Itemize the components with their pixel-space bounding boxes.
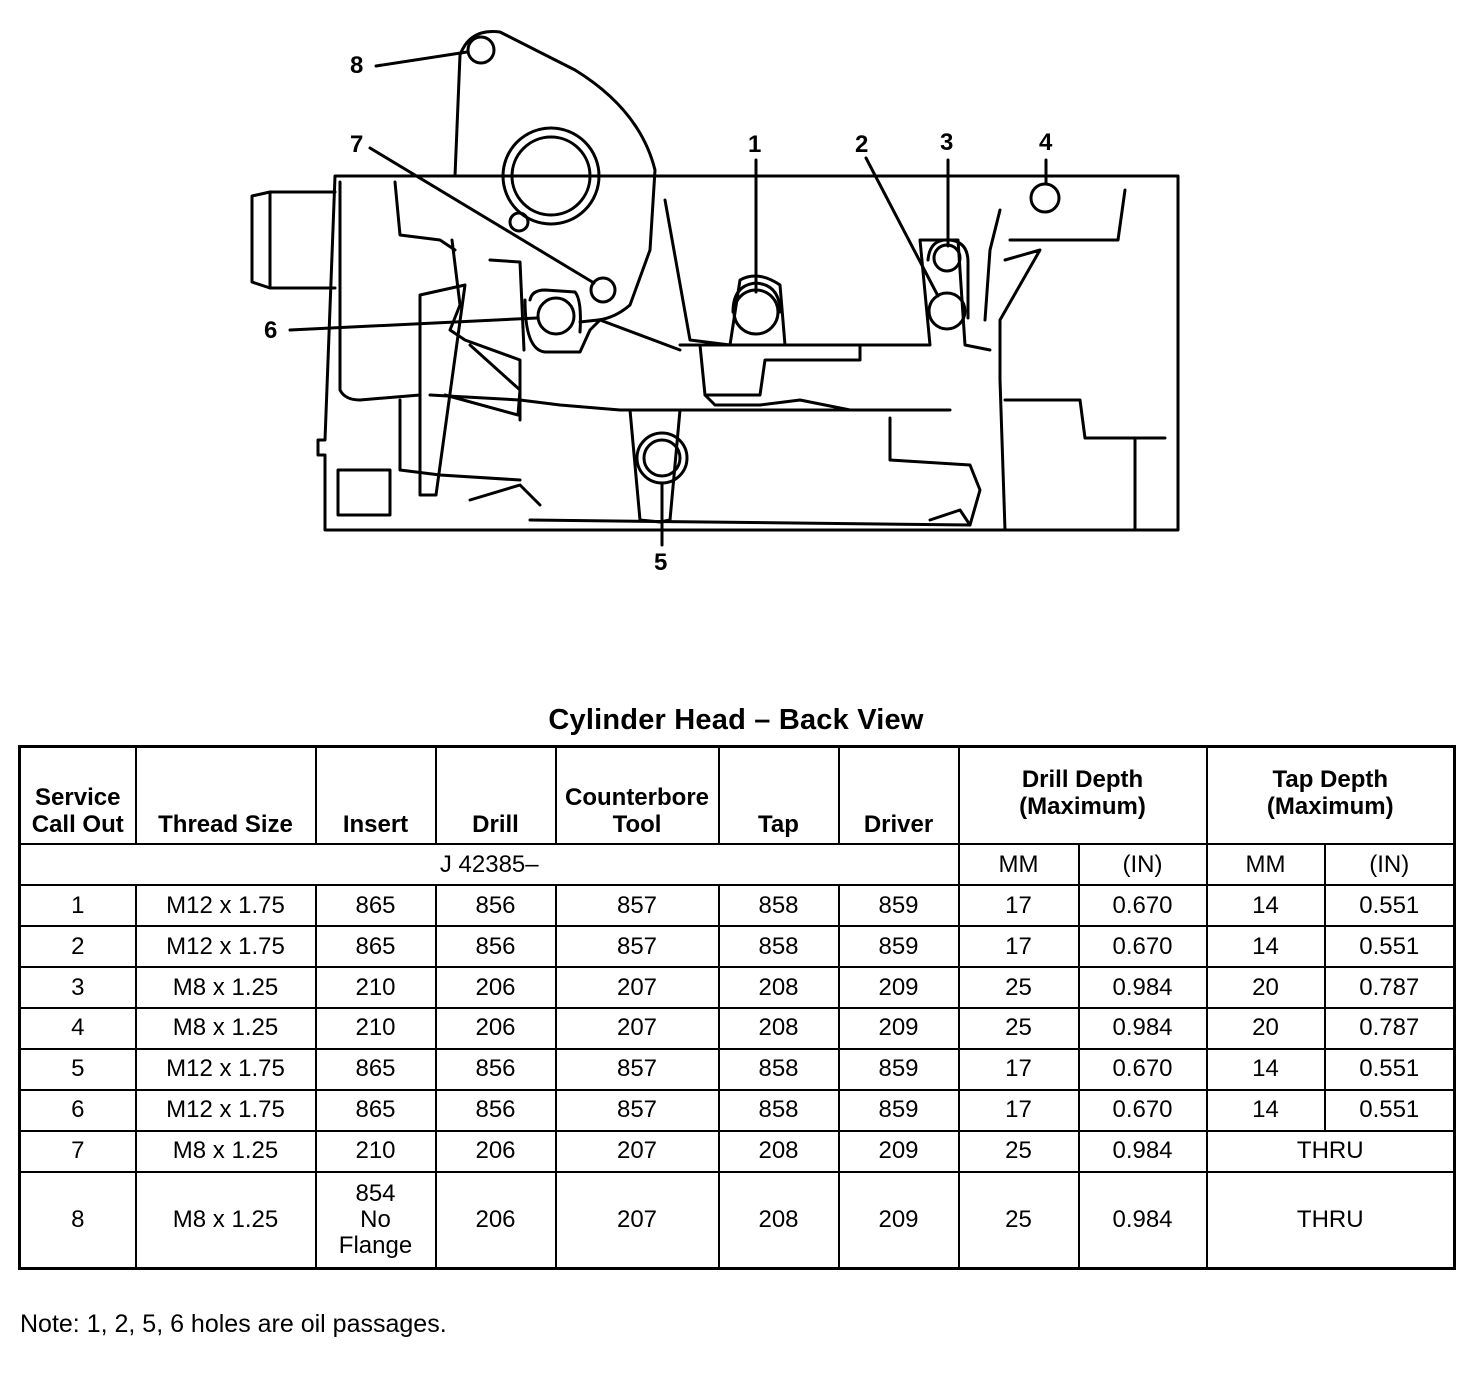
cell-drill-mm: 25 — [959, 1131, 1079, 1172]
table-row — [20, 1090, 1455, 1131]
cell-drill-in: 0.984 — [1079, 967, 1207, 1008]
cell-driver: 209 — [839, 1131, 959, 1172]
cell-drill-in: 0.984 — [1079, 1131, 1207, 1172]
col-insert: Insert — [316, 747, 436, 845]
callout-8: 8 — [350, 52, 364, 79]
cell-drill-mm: 17 — [959, 1090, 1079, 1131]
cell-thread: M8 x 1.25 — [136, 1008, 316, 1049]
cell-drill-mm: 17 — [959, 926, 1079, 967]
cell-drill: 206 — [436, 967, 556, 1008]
cell-counterbore: 857 — [556, 1090, 719, 1131]
col-driver: Driver — [839, 747, 959, 845]
cell-tap: 858 — [719, 926, 839, 967]
cell-insert: 865 — [316, 926, 436, 967]
cell-counterbore: 857 — [556, 885, 719, 926]
drill-mm-header: MM — [959, 844, 1079, 885]
cell-thread: M8 x 1.25 — [136, 1131, 316, 1172]
hole-6 — [538, 298, 574, 334]
cell-callout: 8 — [20, 1172, 136, 1269]
cell-tap-mm: 20 — [1207, 967, 1325, 1008]
table-row — [20, 885, 1455, 926]
cell-drill-in: 0.670 — [1079, 885, 1207, 926]
cell-insert: 865 — [316, 1090, 436, 1131]
cell-tap-in: 0.551 — [1325, 885, 1455, 926]
cell-thread: M12 x 1.75 — [136, 885, 316, 926]
col-counterbore: Counterbore Tool — [556, 747, 719, 845]
callout-7: 7 — [350, 131, 364, 158]
hole-1 — [734, 290, 778, 334]
hole-7 — [591, 278, 615, 302]
callout-2: 2 — [855, 131, 869, 158]
subheader-row — [20, 844, 1455, 885]
cell-counterbore: 857 — [556, 1049, 719, 1090]
tool-prefix: J 42385– — [20, 844, 959, 885]
cell-thread: M12 x 1.75 — [136, 926, 316, 967]
insert-note-line-2: Flange — [338, 1231, 413, 1259]
cell-driver: 209 — [839, 1008, 959, 1049]
cell-tap-in: 0.787 — [1325, 1008, 1455, 1049]
cell-tap-mm: 20 — [1207, 1008, 1325, 1049]
cell-driver: 859 — [839, 1049, 959, 1090]
cell-drill-mm: 17 — [959, 885, 1079, 926]
cell-tap: 858 — [719, 1090, 839, 1131]
cell-tap-mm: 14 — [1207, 885, 1325, 926]
cell-callout: 4 — [20, 1008, 136, 1049]
cell-driver: 859 — [839, 885, 959, 926]
cell-tap: 858 — [719, 1049, 839, 1090]
cell-thread: M8 x 1.25 — [136, 1172, 316, 1269]
leader-6 — [290, 318, 537, 330]
table-title: Cylinder Head – Back View — [548, 704, 924, 736]
cell-thread: M12 x 1.75 — [136, 1049, 316, 1090]
tap-mm-header: MM — [1207, 844, 1325, 885]
cell-drill: 856 — [436, 885, 556, 926]
cell-drill: 856 — [436, 926, 556, 967]
cell-tap: 858 — [719, 885, 839, 926]
cell-tap-in: 0.551 — [1325, 1090, 1455, 1131]
cell-callout: 1 — [20, 885, 136, 926]
cell-counterbore: 207 — [556, 1131, 719, 1172]
cell-tap-depth-thru: THRU — [1207, 1172, 1455, 1269]
cell-drill: 856 — [436, 1049, 556, 1090]
cell-tap-in: 0.551 — [1325, 926, 1455, 967]
cell-drill-mm: 17 — [959, 1049, 1079, 1090]
header-row — [20, 747, 1455, 845]
cell-driver: 859 — [839, 1090, 959, 1131]
leader-2 — [866, 158, 938, 296]
hole-4 — [1031, 184, 1059, 212]
cell-thread: M12 x 1.75 — [136, 1090, 316, 1131]
drill-in-header: (IN) — [1079, 844, 1207, 885]
cell-drill-in: 0.984 — [1079, 1008, 1207, 1049]
col-tap-depth: Tap Depth (Maximum) — [1207, 747, 1455, 845]
table-row — [20, 1172, 1455, 1269]
table-row — [20, 926, 1455, 967]
cell-drill-mm: 25 — [959, 1008, 1079, 1049]
hole-8 — [468, 37, 494, 63]
callout-3: 3 — [940, 129, 954, 156]
insert-number: 854 — [355, 1179, 396, 1207]
hole-3 — [934, 245, 960, 271]
cell-insert: 210 — [316, 1008, 436, 1049]
cell-tap-depth-thru: THRU — [1207, 1131, 1455, 1172]
cell-counterbore: 207 — [556, 1172, 719, 1269]
leader-7 — [370, 148, 594, 283]
cell-insert: 865 — [316, 1049, 436, 1090]
cell-driver: 209 — [839, 1172, 959, 1269]
table-row — [20, 1131, 1455, 1172]
cell-insert — [316, 1172, 436, 1269]
cell-counterbore: 207 — [556, 1008, 719, 1049]
col-callout: Service Call Out — [20, 747, 136, 845]
col-drill-depth: Drill Depth (Maximum) — [959, 747, 1207, 845]
cell-callout: 3 — [20, 967, 136, 1008]
cell-drill-in: 0.670 — [1079, 1090, 1207, 1131]
cell-thread: M8 x 1.25 — [136, 967, 316, 1008]
callout-5: 5 — [654, 549, 668, 576]
tap-in-header: (IN) — [1325, 844, 1455, 885]
hole-2 — [929, 293, 965, 329]
callout-4: 4 — [1039, 129, 1053, 156]
cell-insert: 210 — [316, 967, 436, 1008]
cell-driver: 859 — [839, 926, 959, 967]
cell-tap-mm: 14 — [1207, 1090, 1325, 1131]
cell-drill: 206 — [436, 1008, 556, 1049]
cell-callout: 6 — [20, 1090, 136, 1131]
cell-counterbore: 207 — [556, 967, 719, 1008]
cell-tap: 208 — [719, 1008, 839, 1049]
spec-table — [18, 745, 1456, 1270]
col-thread-size: Thread Size — [136, 747, 316, 845]
cell-tap-in: 0.551 — [1325, 1049, 1455, 1090]
cell-drill-in: 0.984 — [1079, 1172, 1207, 1269]
cell-drill-mm: 25 — [959, 1172, 1079, 1269]
callout-6: 6 — [264, 317, 278, 344]
cell-tap: 208 — [719, 967, 839, 1008]
col-drill: Drill — [436, 747, 556, 845]
cell-drill: 206 — [436, 1172, 556, 1269]
cell-drill: 856 — [436, 1090, 556, 1131]
coolant-outlet-pipe — [252, 192, 335, 288]
callout-1: 1 — [748, 131, 762, 158]
cell-callout: 7 — [20, 1131, 136, 1172]
cell-callout: 5 — [20, 1049, 136, 1090]
cell-tap: 208 — [719, 1172, 839, 1269]
cell-counterbore: 857 — [556, 926, 719, 967]
cell-drill-mm: 25 — [959, 967, 1079, 1008]
cell-drill: 206 — [436, 1131, 556, 1172]
cell-tap-mm: 14 — [1207, 926, 1325, 967]
cell-tap: 208 — [719, 1131, 839, 1172]
col-tap: Tap — [719, 747, 839, 845]
cell-insert: 210 — [316, 1131, 436, 1172]
footnote: Note: 1, 2, 5, 6 holes are oil passages. — [20, 1310, 447, 1338]
cell-drill-in: 0.670 — [1079, 1049, 1207, 1090]
cell-drill-in: 0.670 — [1079, 926, 1207, 967]
leader-8 — [376, 52, 467, 66]
cell-driver: 209 — [839, 967, 959, 1008]
cell-insert: 865 — [316, 885, 436, 926]
cell-tap-mm: 14 — [1207, 1049, 1325, 1090]
table-row — [20, 967, 1455, 1008]
cell-callout: 2 — [20, 926, 136, 967]
cell-tap-in: 0.787 — [1325, 967, 1455, 1008]
table-row — [20, 1049, 1455, 1090]
table-row — [20, 1008, 1455, 1049]
cylinder-head-diagram — [0, 0, 1472, 600]
insert-note-line-1: No — [360, 1205, 391, 1233]
